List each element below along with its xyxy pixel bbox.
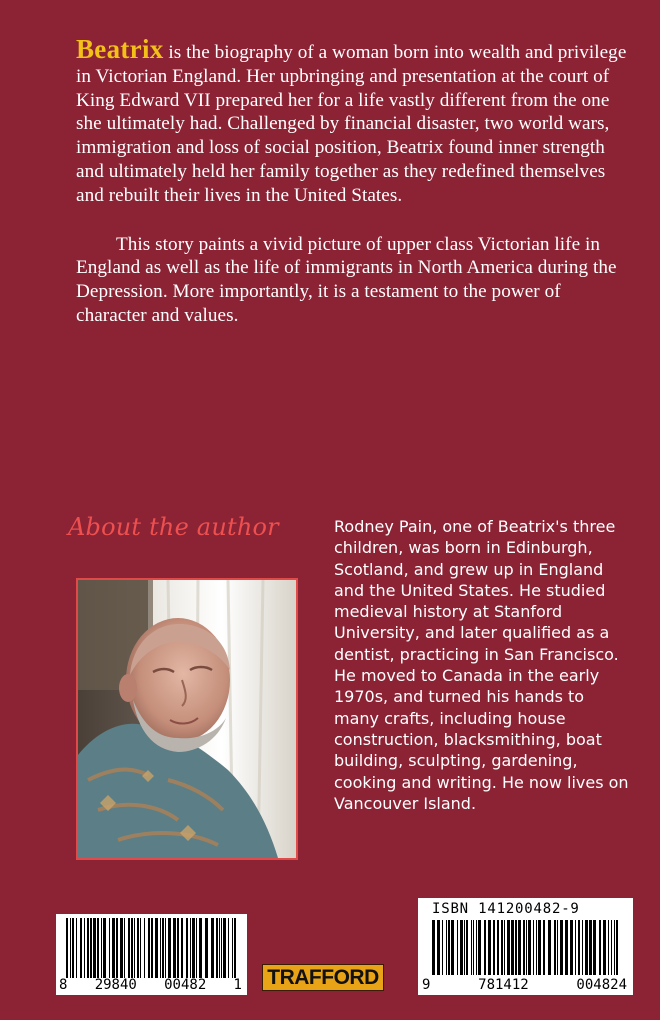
barcode-bar: [196, 918, 197, 978]
barcode-bar: [234, 918, 236, 978]
barcode-bar: [84, 918, 85, 978]
barcode-bar: [484, 920, 486, 975]
barcode-bar: [616, 920, 618, 975]
isbn-digit-group: 004824: [576, 977, 627, 993]
author-bio: Rodney Pain, one of Beatrix's three children, was born in Edinburgh, Scotland, and grew up in England and the United States. He studied medieval history at Stanford University, and later qualified as a dentist, practicing in San Francisco. He moved to Canada in the early 1970s, and turned his hands to many crafts, including house construction, blacksmithing, boat building, sculpting, gardening, cooking and writing. He now lives on Vancouver Island.: [334, 517, 629, 813]
barcode-bar: [232, 918, 233, 978]
isbn-digit-group: 781412: [478, 977, 529, 993]
barcode-bar: [80, 918, 82, 978]
upc-barcode: [56, 914, 247, 995]
barcode-bar: [518, 920, 521, 975]
barcode-bar: [507, 920, 510, 975]
barcode-bar: [437, 920, 440, 975]
barcode-bar: [151, 918, 153, 978]
barcode-bar: [528, 920, 531, 975]
barcode-bar: [160, 918, 161, 978]
barcode-bar: [511, 920, 514, 975]
barcode-bar: [515, 920, 517, 975]
blurb-paragraph-2: This story paints a vivid picture of upper class Victorian life in England as well as the life of immigrants in North America during the Depression. More importantly, it is a testament to the power of character and values.: [76, 233, 617, 326]
barcode-bar: [585, 920, 588, 975]
barcode-bar: [488, 920, 491, 975]
barcode-bar: [134, 918, 135, 978]
barcode-bar: [557, 920, 558, 975]
barcode-bar: [493, 920, 495, 975]
barcode-bar: [446, 920, 447, 975]
barcode-bar: [120, 918, 123, 978]
upc-digit-group: 29840: [94, 977, 137, 993]
barcode-bar: [199, 918, 202, 978]
barcode-bar: [173, 918, 176, 978]
barcode-bar: [608, 920, 609, 975]
barcode-bar: [473, 920, 474, 975]
barcode-bar: [72, 918, 74, 978]
barcode-bar: [614, 920, 615, 975]
barcode-bar: [216, 918, 218, 978]
barcode-bar: [186, 918, 188, 978]
barcode-bar: [128, 918, 130, 978]
barcode-bar: [548, 920, 551, 975]
barcode-bar: [560, 920, 563, 975]
barcode-bar: [466, 920, 468, 975]
isbn-barcode-bars: [432, 920, 622, 975]
upc-digit-group: 8: [59, 977, 68, 993]
upc-digits: [59, 977, 242, 993]
barcode-bar: [471, 920, 472, 975]
barcode-bar: [611, 920, 612, 975]
upc-digit-group: 00482: [164, 977, 207, 993]
barcode-bar: [464, 920, 465, 975]
barcode-bar: [93, 918, 96, 978]
barcode-bar: [90, 918, 92, 978]
barcode-bar: [523, 920, 525, 975]
barcode-bar: [543, 920, 545, 975]
barcode-bar: [599, 920, 601, 975]
barcode-bar: [165, 918, 166, 978]
barcode-bar: [593, 920, 596, 975]
barcode-bar: [205, 918, 208, 978]
barcode-bar: [66, 918, 68, 978]
barcode-bar: [155, 918, 158, 978]
barcode-bar: [76, 918, 77, 978]
barcode-bar: [442, 920, 443, 975]
barcode-bar: [526, 920, 527, 975]
barcode-bar: [177, 918, 179, 978]
barcode-bar: [223, 918, 226, 978]
barcode-bar: [140, 918, 141, 978]
barcode-bar: [448, 920, 450, 975]
author-photo: [76, 578, 298, 860]
barcode-bar: [228, 918, 229, 978]
barcode-bar: [168, 918, 171, 978]
barcode-bar: [131, 918, 133, 978]
barcode-bar: [578, 920, 580, 975]
barcode-bar: [589, 920, 592, 975]
barcode-bar: [124, 918, 125, 978]
barcode-bar: [190, 918, 191, 978]
isbn-digit-group: 9: [422, 977, 431, 993]
barcode-bar: [181, 918, 183, 978]
barcode-bar: [554, 920, 556, 975]
barcode-bar: [451, 920, 454, 975]
upc-barcode-bars: [66, 918, 237, 978]
isbn-barcode: [418, 898, 633, 995]
blurb-paragraph-1-text: is the biography of a woman born into wealth and privilege in Victorian England. Her upbringing and presentation at the court of King Edward VII prepared her for a life vastly different from the one she ultimately had. Challenged by financial disaster, two world wars, immigration and loss of social position, Beatrix found inner strength and ultimately held her family together as they redefined themselves and rebuilt their lives in the United States.: [76, 42, 627, 206]
barcode-bar: [87, 918, 89, 978]
barcode-bar: [460, 920, 463, 975]
barcode-bar: [570, 920, 573, 975]
barcode-bar: [162, 918, 164, 978]
barcode-bar: [476, 920, 477, 975]
barcode-bar: [504, 920, 505, 975]
barcode-bar: [103, 918, 106, 978]
barcode-bar: [70, 918, 71, 978]
barcode-bar: [116, 918, 118, 978]
book-blurb: [76, 34, 636, 328]
barcode-bar: [603, 920, 606, 975]
barcode-bar: [137, 918, 139, 978]
barcode-bar: [144, 918, 145, 978]
book-title-word: Beatrix: [76, 34, 164, 64]
barcode-bar: [478, 920, 481, 975]
barcode-bar: [536, 920, 537, 975]
about-author-heading: About the author: [68, 513, 279, 541]
barcode-bar: [112, 918, 115, 978]
barcode-bar: [432, 920, 435, 975]
barcode-bar: [97, 918, 99, 978]
barcode-bar: [501, 920, 503, 975]
barcode-bar: [565, 920, 568, 975]
barcode-bar: [219, 918, 220, 978]
barcode-bar: [148, 918, 150, 978]
barcode-bar: [533, 920, 534, 975]
barcode-bar: [582, 920, 583, 975]
barcode-bar: [101, 918, 102, 978]
publisher-logo: TRAFFORD: [262, 964, 384, 991]
isbn-digits: [422, 977, 627, 993]
barcode-bar: [538, 920, 541, 975]
barcode-bar: [575, 920, 576, 975]
blurb-paragraph-1: [76, 34, 636, 208]
barcode-bar: [211, 918, 214, 978]
barcode-bar: [221, 918, 222, 978]
barcode-bar: [457, 920, 458, 975]
upc-digit-group: 1: [233, 977, 242, 993]
barcode-bar: [192, 918, 195, 978]
barcode-bar: [109, 918, 110, 978]
isbn-number: ISBN 141200482-9: [432, 901, 580, 917]
author-portrait-illustration: [78, 580, 296, 858]
barcode-bar: [497, 920, 499, 975]
